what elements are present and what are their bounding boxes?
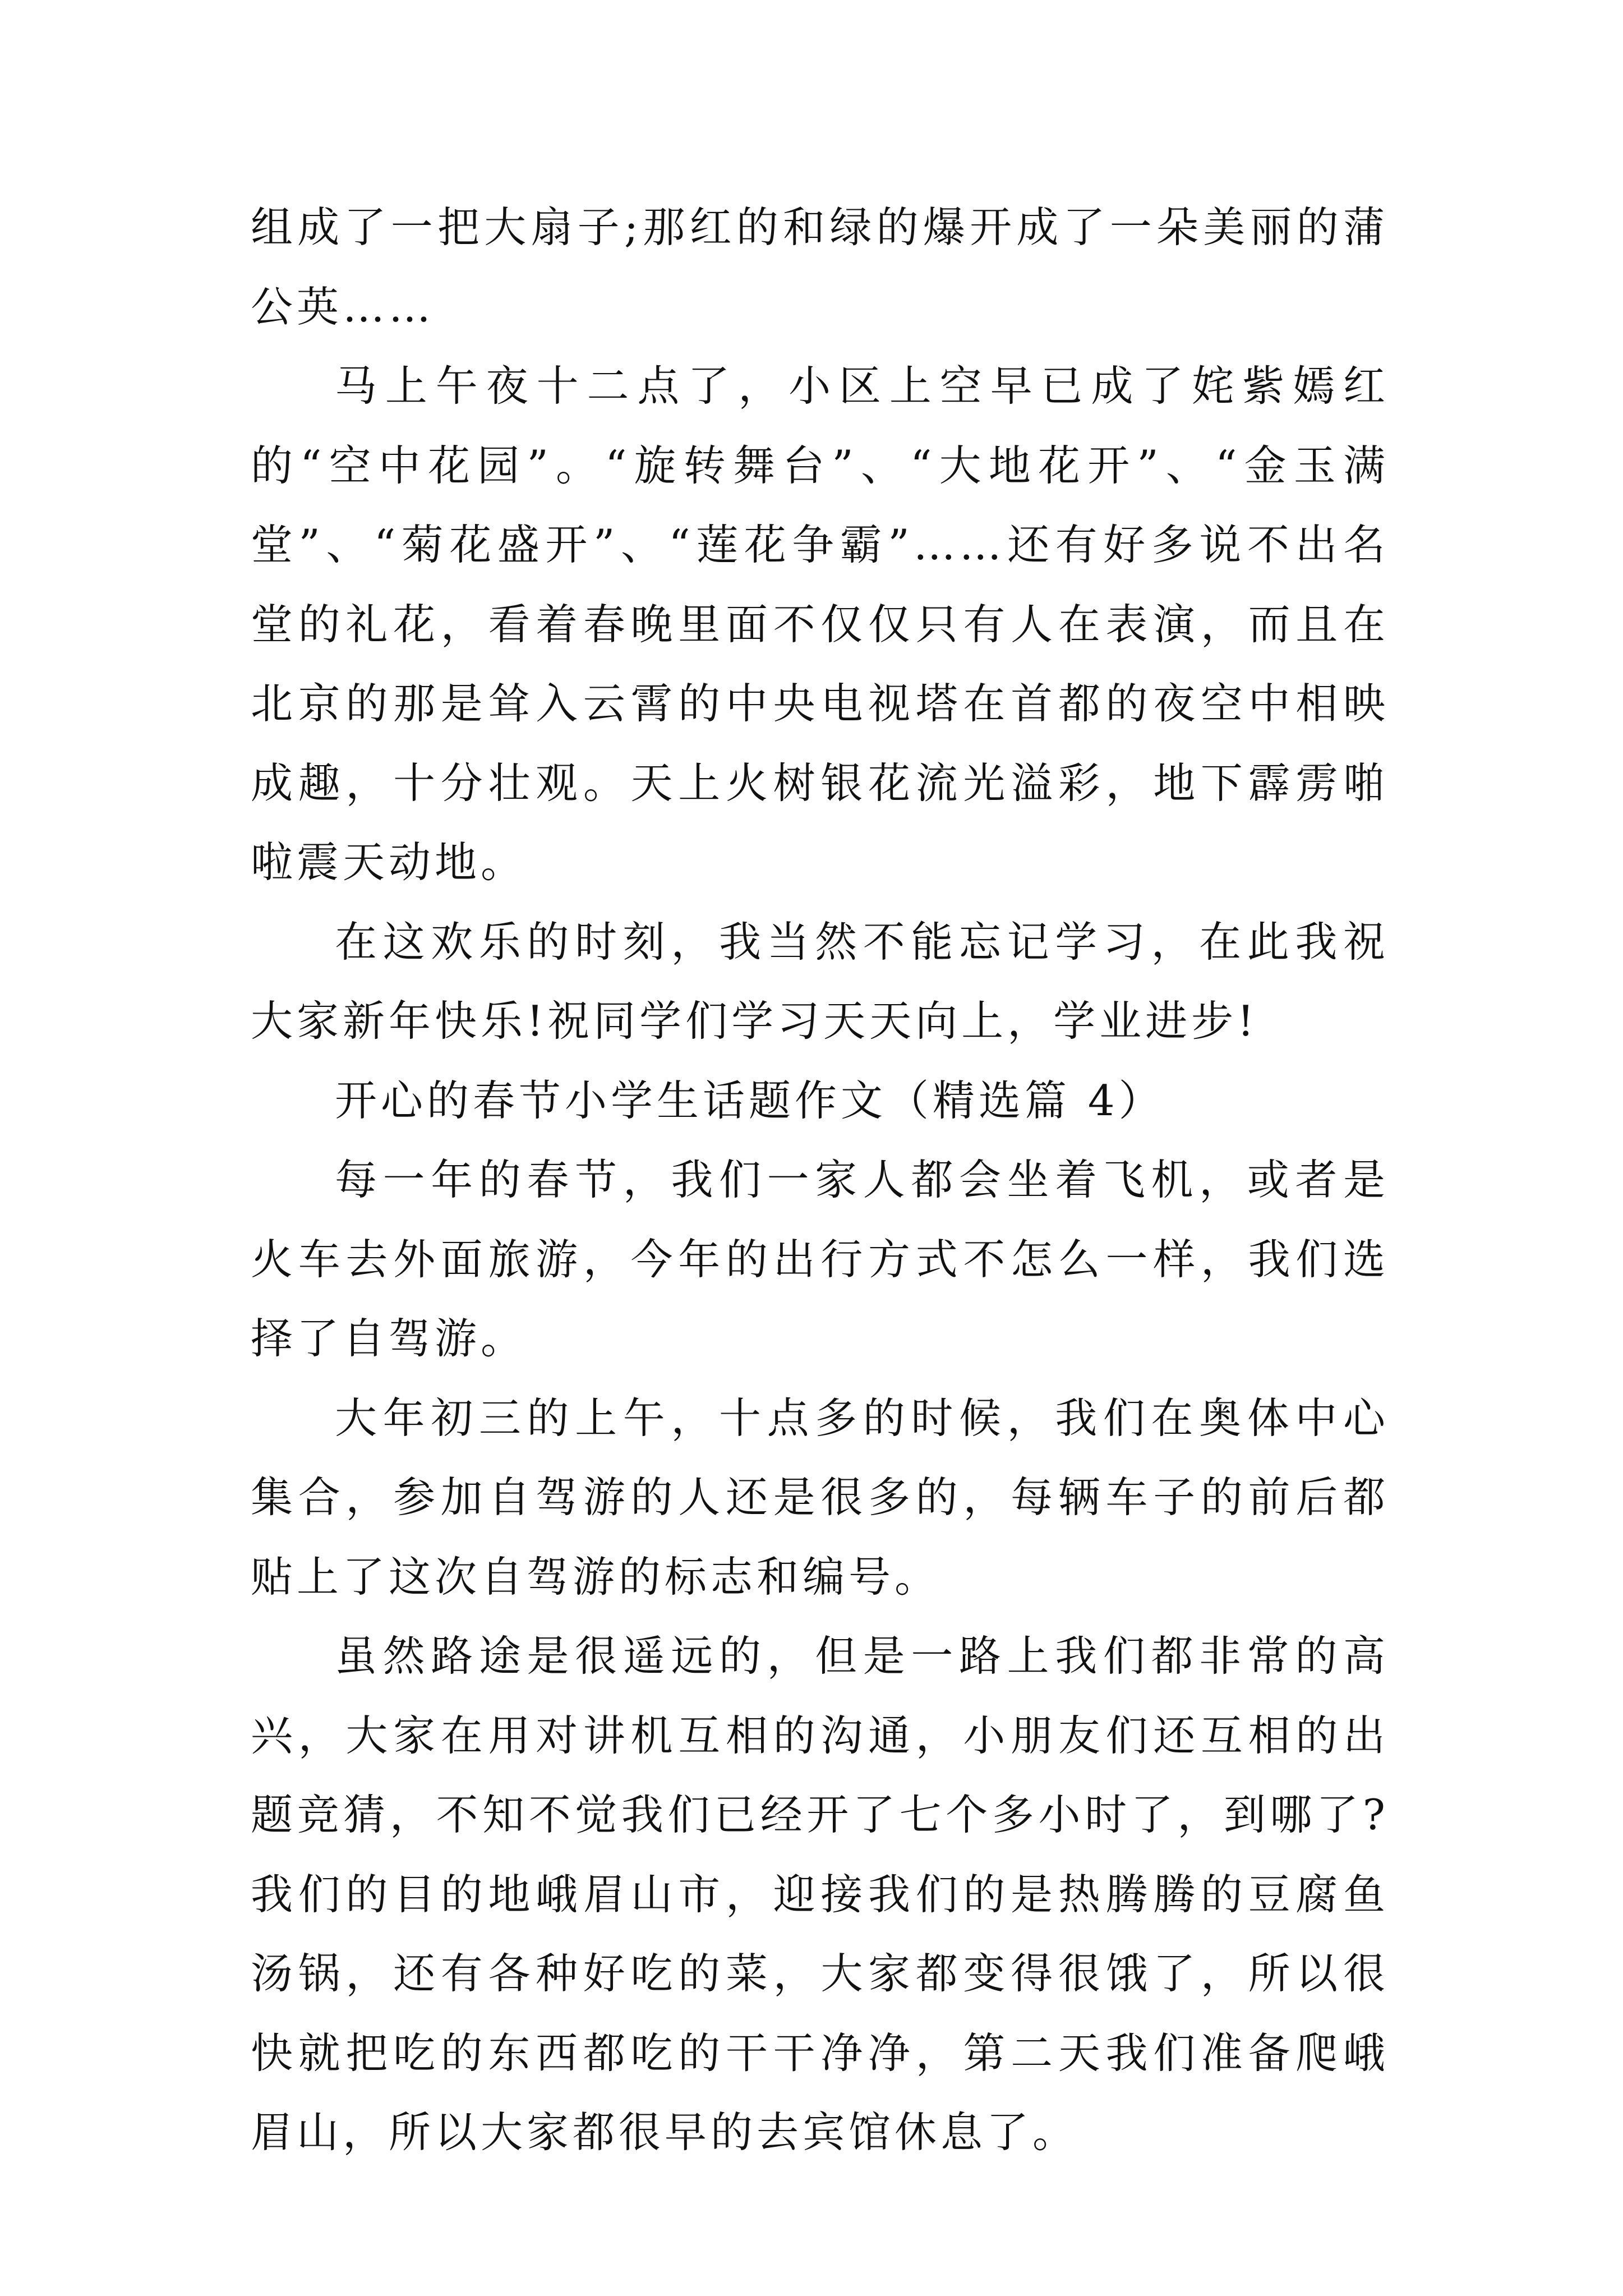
paragraph-journey: 虽然路途是很遥远的，但是一路上我们都非常的高兴，大家在用对讲机互相的沟通，小朋友们还互相的出题竞猜，不知不觉我们已经开了七个多小时了，到哪了?我们的目的地峨眉山市，迎接我们的是热腾腾的豆腐鱼汤锅，还有各种好吃的菜，大家都变得很饿了，所以很快就把吃的东西都吃的干干净净，第二天我们准备爬峨眉山，所以大家都很早的去宾馆休息了。 [251, 1631, 1389, 2157]
paragraph-new-year-wishes: 在这欢乐的时刻，我当然不能忘记学习，在此我祝大家新年快乐!祝同学们学习天天向上，学业进步! [251, 917, 1389, 1046]
paragraph-continuation: 组成了一把大扇子;那红的和绿的爆开成了一朵美丽的蒲公英…… [251, 203, 1389, 332]
paragraph-travel-intro: 每一年的春节，我们一家人都会坐着飞机，或者是火车去外面旅游，今年的出行方式不怎么一样，我们选择了自驾游。 [251, 1155, 1389, 1363]
paragraph-gathering: 大年初三的上午，十点多的时候，我们在奥体中心集合，参加自驾游的人还是很多的，每辆车子的前后都贴上了这次自驾游的标志和编号。 [251, 1393, 1389, 1602]
paragraph-fireworks: 马上午夜十二点了，小区上空早已成了姹紫嫣红的“空中花园”。“旋转舞台”、“大地花开”、“金玉满堂”、“菊花盛开”、“莲花争霸”……还有好多说不出名堂的礼花，看着春晚里面不仅仅只有人在表演，而且在北京的那是耸入云霄的中央电视塔在首都的夜空中相映成趣，十分壮观。天上火树银花流光溢彩，地下霹雳啪啦震天动地。 [251, 361, 1389, 887]
document-body [251, 188, 1389, 2173]
essay-title: 开心的春节小学生话题作文（精选篇 4） [335, 1075, 1165, 1125]
